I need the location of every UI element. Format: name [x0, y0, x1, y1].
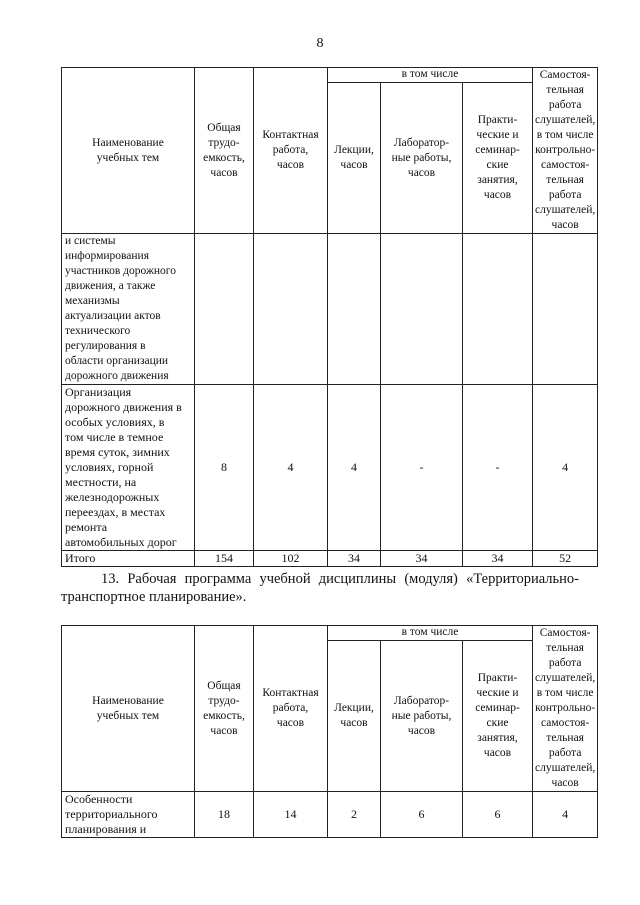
contact-hours-cell: 102 — [254, 551, 328, 567]
section-heading-line-2: транспортное планирование». — [61, 589, 247, 605]
self-study-cell — [533, 234, 598, 385]
practical-cell: 34 — [463, 551, 533, 567]
col-header-topic-name: Наименование учебных тем — [62, 626, 195, 792]
col-header-lectures: Лекции, часов — [328, 83, 381, 234]
col-header-including: в том числе — [328, 626, 533, 641]
table-row — [62, 234, 598, 385]
self-study-cell: 52 — [533, 551, 598, 567]
col-header-total-hours: Общая трудо- емкость, часов — [195, 626, 254, 792]
col-header-total-hours: Общая трудо- емкость, часов — [195, 68, 254, 234]
topic-name-cell: Организация дорожного движения в особых условиях, в том числе в темное время суток, зимних условиях, горной местности, на железнодорожных переездах, в местах ремонта автомобильных дорог — [62, 385, 195, 551]
practical-cell: 6 — [463, 792, 533, 838]
contact-hours-cell — [254, 234, 328, 385]
table-row — [62, 385, 598, 551]
col-header-contact-hours: Контактная работа, часов — [254, 626, 328, 792]
col-header-labs: Лаборатор- ные работы, часов — [381, 83, 463, 234]
topic-name-cell: и системы информирования участников дорожного движения, а также механизмы актуализации актов технического регулирования в области организации дорожного движения — [62, 234, 195, 385]
section-13-heading — [61, 570, 579, 606]
col-header-contact-hours: Контактная работа, часов — [254, 68, 328, 234]
labs-cell: - — [381, 385, 463, 551]
total-hours-cell: 8 — [195, 385, 254, 551]
col-header-topic-name: Наименование учебных тем — [62, 68, 195, 234]
total-row — [62, 551, 598, 567]
total-label: Итого — [62, 551, 195, 567]
col-header-labs: Лаборатор- ные работы, часов — [381, 641, 463, 792]
lectures-cell: 4 — [328, 385, 381, 551]
self-study-cell: 4 — [533, 385, 598, 551]
contact-hours-cell: 14 — [254, 792, 328, 838]
lectures-cell: 34 — [328, 551, 381, 567]
col-header-lectures: Лекции, часов — [328, 641, 381, 792]
labs-cell — [381, 234, 463, 385]
labs-cell: 34 — [381, 551, 463, 567]
col-header-self-study: Самостоя- тельная работа слушателей, в том числе контрольно- самостоя- тельная работа слушателей, часов — [533, 626, 598, 792]
header-row — [62, 68, 598, 83]
table-row — [62, 792, 598, 838]
labs-cell: 6 — [381, 792, 463, 838]
col-header-practical: Практи- ческие и семинар- ские занятия, часов — [463, 641, 533, 792]
practical-cell: - — [463, 385, 533, 551]
header-row — [62, 626, 598, 641]
col-header-self-study: Самостоя- тельная работа слушателей, в том числе контрольно- самостоя- тельная работа слушателей, часов — [533, 68, 598, 234]
col-header-practical: Практи- ческие и семинар- ские занятия, часов — [463, 83, 533, 234]
self-study-cell: 4 — [533, 792, 598, 838]
lectures-cell: 2 — [328, 792, 381, 838]
curriculum-table-continued — [61, 67, 598, 567]
section-heading-line-1: 13. Рабочая программа учебной дисциплины (модуля) «Территориально- — [101, 571, 579, 587]
lectures-cell — [328, 234, 381, 385]
practical-cell — [463, 234, 533, 385]
total-hours-cell: 18 — [195, 792, 254, 838]
topic-name-cell: Особенности территориального планирования и — [62, 792, 195, 838]
total-hours-cell — [195, 234, 254, 385]
curriculum-table-territorial-planning — [61, 625, 598, 838]
page-number: 8 — [316, 36, 324, 51]
total-hours-cell: 154 — [195, 551, 254, 567]
contact-hours-cell: 4 — [254, 385, 328, 551]
col-header-including: в том числе — [328, 68, 533, 83]
